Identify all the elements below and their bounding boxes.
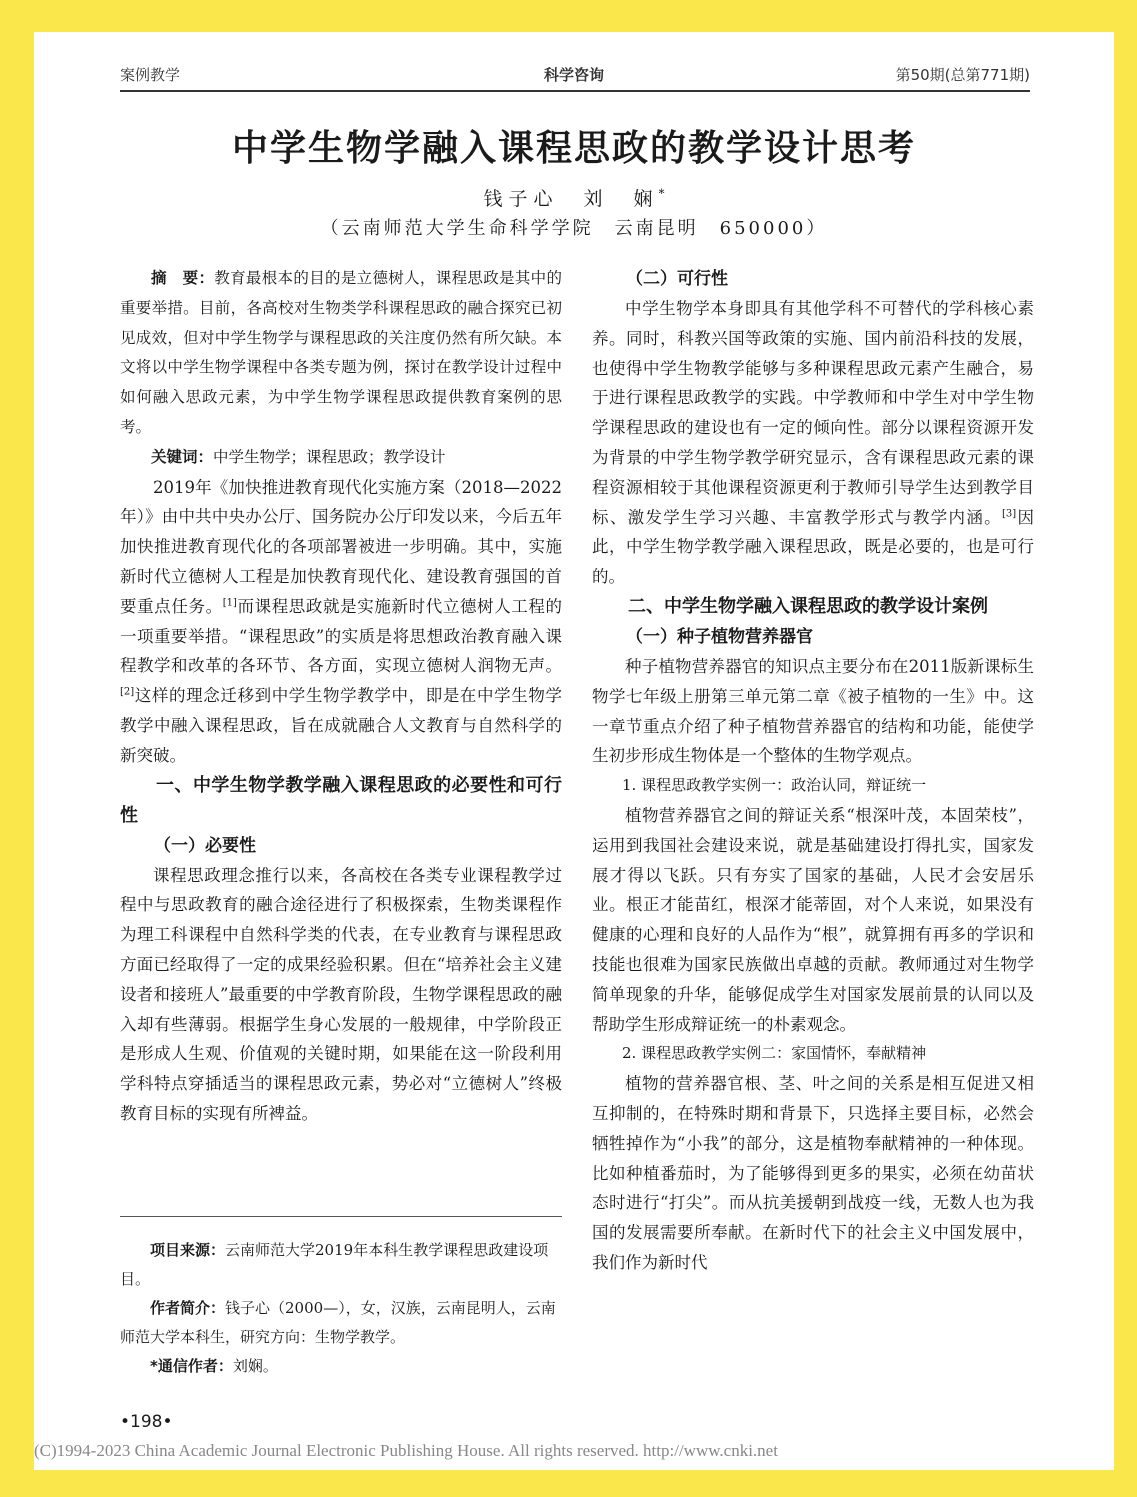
section-2-heading: 二、中学生物学融入课程思政的教学设计案例 [628,595,988,617]
reference-1: [1] [222,597,237,609]
footnote-corr-text: 刘娴。 [232,1357,278,1375]
intro-text-c: 这样的理念迁移到中学生物学教学中，即是在中学生物学教学中融入课程思政，旨在成就融合人文教育与自然科学的新突破。 [120,686,562,765]
seed-organs-paragraph: 种子植物营养器官的知识点主要分布在2011版新课标生物学七年级上册第三单元第二章《被子植物的一生》中。这一章节重点介绍了种子植物营养器官的结构和功能，能使学生初步形成生物体是一个整体的生物学观点。 [592,656,1034,766]
subsection-seed-organs-heading: （一）种子植物营养器官 [626,626,813,647]
article-affiliation: （云南师范大学生命科学学院 云南昆明 650000） [320,218,828,239]
abstract-text: 教育最根本的目的是立德树人，课程思政是其中的重要举措。目前，各高校对生物类学科课程思政的融合探究已初见成效，但对中学生物学与课程思政的关注度仍然有所欠缺。本文将以中学生物学课程中各类专题为例，探讨在教学设计过程中如何融入思政元素，为中学生物学课程思政提供教育案例的思考。 [120,269,562,436]
reference-3: [3] [1002,508,1017,520]
subsection-necessity-heading: （一）必要性 [154,835,256,856]
keywords-label: 关键词： [151,447,214,466]
feasibility-paragraph [592,294,1034,592]
footnote-author [120,1294,562,1352]
footnote-corr-label: *通信作者： [150,1357,233,1375]
author-names: 钱子心 刘 娴 [483,188,659,210]
case-1-paragraph: 植物营养器官之间的辩证关系“根深叶茂，本固荣枝”，运用到我国社会建设来说，就是基础建设打得扎实，国家发展才得以飞跃。只有夯实了国家的基础，人民才会安居乐业。根正才能苗红，根深才能蒂固，对个人来说，如果没有健康的心理和良好的人品作为“根”，就算拥有再多的学识和技能也很难为国家民族做出卓越的贡献。教师通过对生物学简单现象的升华，能够促成学生对国家发展前景的认同以及帮助学生形成辩证统一的朴素观念。 [592,805,1034,1034]
page-number: •198• [120,1412,173,1432]
footnote-author-label: 作者简介： [150,1299,226,1317]
case-2-heading: 2. 课程思政教学实例二：家国情怀，奉献精神 [622,1044,927,1063]
feasibility-text-b: 因此，中学生物学教学融入课程思政，既是必要的，也是可行的。 [592,507,1035,587]
feasibility-text-a: 中学生物学本身即具有其他学科不可替代的学科核心素养。同时，科教兴国等政策的实施、国内前沿科技的发展，也使得中学生物教学能够与多种课程思政元素产生融合，易于进行课程思政教学的实践。中学教师和中学生对中学生物学课程思政的建设也有一定的倾向性。部分以课程资源开发为背景的中学生物学教学研究显示，含有课程思政元素的课程资源相较于其他课程资源更利于教师引导学生达到教学目标、激发学生学习兴趣、丰富教学形式与教学内涵。 [592,299,1034,527]
footnotes [120,1236,562,1381]
footnote-project-text: 云南师范大学2019年本科生教学课程思政建设项目。 [120,1241,549,1288]
header-rule [120,90,1030,92]
left-column [120,264,562,1129]
reference-2: [2] [120,686,135,698]
header-journal-name: 科学咨询 [543,66,604,84]
necessity-paragraph: 课程思政理念推行以来，各高校在各类专业课程教学过程中与思政教育的融合途径进行了积极探索，生物类课程作为理工科课程中自然科学类的代表，在专业教育与课程思政方面已经取得了一定的成果经验积累。但在“培养社会主义建设者和接班人”最重要的中学教育阶段，生物学课程思政的融入却有些薄弱。根据学生身心发展的一般规律，中学阶段正是形成人生观、价值观的关键时期，如果能在这一阶段利用学科特点穿插适当的课程思政元素，势必对“立德树人”终极教育目标的实现有所裨益。 [120,865,562,1123]
article-authors [34,184,1114,211]
case-1-heading: 1. 课程思政教学实例一：政治认同，辩证统一 [622,776,927,795]
corresponding-mark: * [658,186,665,201]
header-issue: 第50期(总第771期) [895,66,1030,84]
footnote-rule [120,1216,562,1217]
right-column [592,264,1034,1278]
journal-page [34,32,1114,1470]
footnote-correspondence [120,1352,562,1381]
intro-text-a: 2019年《加快推进教育现代化实施方案（2018—2022年）》由中共中央办公厅、国务院办公厅印发以来，今后五年加快推进教育现代化的各项部署被进一步明确。其中，实施新时代立德树人工程是加快教育现代化、建设教育强国的首要重点任务。 [120,477,562,616]
keywords [120,443,562,473]
intro-text-b: 而课程思政就是实施新时代立德树人工程的一项重要举措。“课程思政”的实质是将思想政治教育融入课程教学和改革的各环节、各方面，实现立德树人润物无声。 [120,596,563,676]
subsection-feasibility-heading: （二）可行性 [626,269,728,289]
abstract-label: 摘 要： [151,269,215,287]
abstract [120,264,562,443]
footnote-author-text: 钱子心（2000—），女，汉族，云南昆明人，云南师范大学本科生，研究方向：生物学教学。 [120,1299,556,1346]
keywords-text: 中学生物学；课程思政；教学设计 [213,447,446,466]
header-section-label: 案例教学 [120,66,181,84]
copyright-text: (C)1994-2023 China Academic Journal Electronic Publishing House. All rights reserved. http://www.cnki.net [34,1441,778,1460]
copyright-line [34,1441,1114,1461]
intro-paragraph [120,473,562,771]
footnote-project [120,1236,562,1294]
footnote-project-label: 项目来源： [150,1241,226,1259]
article-title: 中学生物学融入课程思政的教学设计思考 [231,128,916,169]
case-2-paragraph: 植物的营养器官根、茎、叶之间的关系是相互促进又相互抑制的，在特殊时期和背景下，只选择主要目标，必然会牺牲掉作为“小我”的部分，这是植物奉献精神的一种体现。比如种植番茄时，为了能够得到更多的果实，必须在幼苗状态时进行“打尖”。而从抗美援朝到战疫一线，无数人也为我国的发展需要所奉献。在新时代下的社会主义中国发展中，我们作为新时代 [592,1074,1034,1272]
section-1-heading: 一、中学生物学教学融入课程思政的必要性和可行性 [120,774,562,826]
